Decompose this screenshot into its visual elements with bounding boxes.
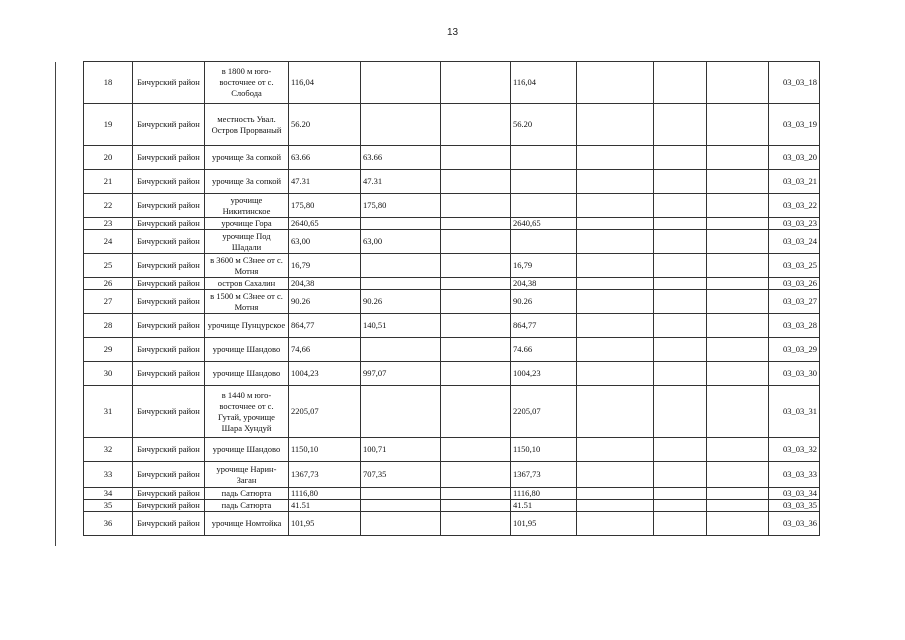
table-cell: 90.26: [361, 290, 441, 314]
table-cell: [654, 362, 707, 386]
table-cell: [441, 104, 511, 146]
table-cell: [361, 488, 441, 500]
table-cell: [577, 362, 654, 386]
table-cell: 74,66: [289, 338, 361, 362]
table-row: [84, 62, 820, 104]
table-row: [84, 338, 820, 362]
table-cell: [511, 170, 577, 194]
table-cell: 63.66: [361, 146, 441, 170]
table-row: [84, 278, 820, 290]
table-cell: [441, 500, 511, 512]
table-cell: 63.66: [289, 146, 361, 170]
table-cell: 997,07: [361, 362, 441, 386]
table-cell: 27: [84, 290, 133, 314]
table-cell: 707,35: [361, 462, 441, 488]
table-cell: [654, 512, 707, 536]
table-cell: урочище Шандово: [205, 438, 289, 462]
table-cell: 1367,73: [289, 462, 361, 488]
table-cell: 47.31: [289, 170, 361, 194]
table-cell: [441, 254, 511, 278]
table-cell: [577, 290, 654, 314]
table-cell: 63,00: [289, 230, 361, 254]
table-cell: 03_03_24: [769, 230, 820, 254]
table-cell: [577, 386, 654, 438]
table-cell: Бичурский район: [133, 230, 205, 254]
table-cell: Бичурский район: [133, 62, 205, 104]
table-cell: [441, 338, 511, 362]
table-cell: 116,04: [289, 62, 361, 104]
table-cell: 25: [84, 254, 133, 278]
table-cell: в 1800 м юго-восточнее от с. Слобода: [205, 62, 289, 104]
table-cell: [361, 218, 441, 230]
table-cell: 34: [84, 488, 133, 500]
table-cell: 03_03_33: [769, 462, 820, 488]
table-cell: [441, 488, 511, 500]
table-cell: [441, 278, 511, 290]
table-cell: 30: [84, 362, 133, 386]
table-row: [84, 386, 820, 438]
table-cell: 90.26: [289, 290, 361, 314]
table-cell: 23: [84, 218, 133, 230]
table-cell: Бичурский район: [133, 512, 205, 536]
table-cell: 864,77: [511, 314, 577, 338]
table-cell: 29: [84, 338, 133, 362]
table-cell: 56.20: [289, 104, 361, 146]
table-cell: Бичурский район: [133, 314, 205, 338]
table-cell: [361, 278, 441, 290]
table-cell: 03_03_29: [769, 338, 820, 362]
table-cell: [441, 462, 511, 488]
table-cell: [654, 386, 707, 438]
table-cell: Бичурский район: [133, 386, 205, 438]
table-cell: [654, 488, 707, 500]
table-row: [84, 500, 820, 512]
table-cell: [707, 230, 769, 254]
table-cell: [511, 230, 577, 254]
table-cell: 03_03_30: [769, 362, 820, 386]
table-cell: [577, 488, 654, 500]
table-cell: [441, 218, 511, 230]
table-cell: 1004,23: [289, 362, 361, 386]
table-row: [84, 230, 820, 254]
table-cell: [441, 386, 511, 438]
table-cell: [707, 254, 769, 278]
table-cell: 864,77: [289, 314, 361, 338]
table-cell: 56.20: [511, 104, 577, 146]
table-cell: 24: [84, 230, 133, 254]
table-cell: [577, 62, 654, 104]
table-cell: [441, 146, 511, 170]
table-cell: 175,80: [361, 194, 441, 218]
table-cell: 116,04: [511, 62, 577, 104]
table-cell: Бичурский район: [133, 170, 205, 194]
table-cell: [361, 386, 441, 438]
table-cell: 03_03_34: [769, 488, 820, 500]
table-row: [84, 314, 820, 338]
table-cell: 03_03_32: [769, 438, 820, 462]
table-cell: Бичурский район: [133, 194, 205, 218]
table-row: [84, 254, 820, 278]
table-cell: 03_03_20: [769, 146, 820, 170]
table-cell: 175,80: [289, 194, 361, 218]
table-cell: 1367,73: [511, 462, 577, 488]
table-cell: 22: [84, 194, 133, 218]
table-cell: Бичурский район: [133, 146, 205, 170]
table-cell: 03_03_22: [769, 194, 820, 218]
table-cell: [577, 170, 654, 194]
table-cell: 100,71: [361, 438, 441, 462]
table-cell: 03_03_36: [769, 512, 820, 536]
table-cell: 03_03_28: [769, 314, 820, 338]
table-cell: [707, 218, 769, 230]
table-cell: [441, 290, 511, 314]
table-cell: [441, 62, 511, 104]
table-cell: [577, 218, 654, 230]
table-cell: [441, 170, 511, 194]
table-cell: 18: [84, 62, 133, 104]
table-cell: урочище Нарин-Заган: [205, 462, 289, 488]
table-cell: [707, 314, 769, 338]
table-cell: 2205,07: [511, 386, 577, 438]
table-cell: 101,95: [289, 512, 361, 536]
table-cell: 03_03_18: [769, 62, 820, 104]
table-cell: урочище Номтойка: [205, 512, 289, 536]
table-row: [84, 104, 820, 146]
table-cell: [577, 104, 654, 146]
table-cell: Бичурский район: [133, 438, 205, 462]
table-cell: 03_03_31: [769, 386, 820, 438]
table-cell: урочище Гора: [205, 218, 289, 230]
table-cell: [654, 500, 707, 512]
table-cell: урочище Шандово: [205, 362, 289, 386]
table-cell: 16,79: [289, 254, 361, 278]
table-cell: [441, 314, 511, 338]
table-body: [84, 62, 820, 536]
table-cell: 20: [84, 146, 133, 170]
table-cell: Бичурский район: [133, 290, 205, 314]
table-row: [84, 290, 820, 314]
table-row: [84, 462, 820, 488]
table-cell: урочище Шандово: [205, 338, 289, 362]
table-cell: Бичурский район: [133, 338, 205, 362]
table-cell: [577, 254, 654, 278]
table-cell: урочище За сопкой: [205, 170, 289, 194]
table-cell: [707, 104, 769, 146]
table-cell: [441, 362, 511, 386]
table-cell: Бичурский район: [133, 218, 205, 230]
table-cell: 26: [84, 278, 133, 290]
table-cell: 41.51: [289, 500, 361, 512]
table-cell: [361, 254, 441, 278]
table-cell: [654, 338, 707, 362]
table-cell: 19: [84, 104, 133, 146]
table-cell: [707, 500, 769, 512]
table-cell: 1116,80: [289, 488, 361, 500]
table-cell: урочище Под Шадали: [205, 230, 289, 254]
table-cell: Бичурский район: [133, 462, 205, 488]
table-cell: 03_03_19: [769, 104, 820, 146]
table-cell: [707, 438, 769, 462]
table-cell: [577, 512, 654, 536]
table-cell: [577, 500, 654, 512]
table-cell: 35: [84, 500, 133, 512]
table-cell: [654, 218, 707, 230]
table-cell: [707, 278, 769, 290]
table-cell: 21: [84, 170, 133, 194]
table-cell: в 1440 м юго-восточнее от с. Гутай, урочище Шара Хундуй: [205, 386, 289, 438]
table-cell: 63,00: [361, 230, 441, 254]
table-cell: 1004,23: [511, 362, 577, 386]
table-cell: [577, 278, 654, 290]
table-cell: [577, 314, 654, 338]
table-cell: местность Увал. Остров Прорваный: [205, 104, 289, 146]
table-cell: [654, 254, 707, 278]
table-cell: [654, 194, 707, 218]
table-cell: [654, 438, 707, 462]
table-cell: остров Сахалин: [205, 278, 289, 290]
table-cell: 2205,07: [289, 386, 361, 438]
table-row: [84, 170, 820, 194]
table-cell: [577, 438, 654, 462]
table-cell: 03_03_21: [769, 170, 820, 194]
land-parcels-table: [83, 61, 820, 536]
table-row: [84, 488, 820, 500]
table-cell: Бичурский район: [133, 278, 205, 290]
table-row: [84, 218, 820, 230]
table-cell: в 1500 м СЗнее от с. Мотня: [205, 290, 289, 314]
table-cell: [577, 338, 654, 362]
table-cell: 47.31: [361, 170, 441, 194]
table-cell: 204,38: [511, 278, 577, 290]
table-cell: [707, 488, 769, 500]
table-cell: урочище За сопкой: [205, 146, 289, 170]
table-cell: [707, 338, 769, 362]
table-cell: [577, 462, 654, 488]
margin-line: [55, 62, 56, 546]
table-cell: [707, 362, 769, 386]
table-cell: [707, 512, 769, 536]
table-row: [84, 512, 820, 536]
table-cell: [361, 338, 441, 362]
table-cell: [361, 500, 441, 512]
table-cell: [511, 194, 577, 218]
table-cell: Бичурский район: [133, 362, 205, 386]
table-cell: [361, 104, 441, 146]
table-cell: урочище Никитинское: [205, 194, 289, 218]
page-number: 13: [446, 27, 459, 38]
table-cell: 2640,65: [289, 218, 361, 230]
table-cell: [654, 462, 707, 488]
table-cell: 03_03_35: [769, 500, 820, 512]
table-cell: Бичурский район: [133, 104, 205, 146]
table-cell: [654, 314, 707, 338]
table-cell: 74.66: [511, 338, 577, 362]
table-cell: 03_03_27: [769, 290, 820, 314]
table-cell: 36: [84, 512, 133, 536]
table-cell: Бичурский район: [133, 488, 205, 500]
table-cell: урочище Пунцурское: [205, 314, 289, 338]
table-row: [84, 362, 820, 386]
table-cell: [707, 170, 769, 194]
table-cell: [654, 278, 707, 290]
table-cell: [577, 194, 654, 218]
table-cell: 140,51: [361, 314, 441, 338]
table-cell: 32: [84, 438, 133, 462]
table-cell: 1150,10: [511, 438, 577, 462]
table-cell: [577, 146, 654, 170]
table-cell: 1116,80: [511, 488, 577, 500]
table-cell: 28: [84, 314, 133, 338]
table-cell: [654, 62, 707, 104]
table-cell: [654, 170, 707, 194]
table-cell: [707, 62, 769, 104]
table-cell: [707, 386, 769, 438]
table-cell: [654, 146, 707, 170]
table-cell: в 3600 м СЗнее от с. Мотня: [205, 254, 289, 278]
table-cell: [441, 438, 511, 462]
table-cell: [361, 512, 441, 536]
table-cell: [511, 146, 577, 170]
table-cell: [577, 230, 654, 254]
table-cell: [654, 290, 707, 314]
table-row: [84, 146, 820, 170]
table-cell: [707, 462, 769, 488]
table-cell: 204,38: [289, 278, 361, 290]
table-cell: 03_03_25: [769, 254, 820, 278]
table-cell: 90.26: [511, 290, 577, 314]
table-cell: [654, 230, 707, 254]
table-cell: 41.51: [511, 500, 577, 512]
table-cell: [707, 146, 769, 170]
table-cell: [441, 512, 511, 536]
table-cell: [654, 104, 707, 146]
table-row: [84, 438, 820, 462]
table-cell: [707, 194, 769, 218]
table-cell: 16,79: [511, 254, 577, 278]
table-cell: [707, 290, 769, 314]
table-cell: 31: [84, 386, 133, 438]
table-cell: Бичурский район: [133, 254, 205, 278]
table-cell: падь Сатюрта: [205, 500, 289, 512]
table-row: [84, 194, 820, 218]
table-cell: 33: [84, 462, 133, 488]
table-cell: [441, 194, 511, 218]
table-cell: [361, 62, 441, 104]
table-cell: 03_03_26: [769, 278, 820, 290]
table-cell: 2640,65: [511, 218, 577, 230]
table-cell: падь Сатюрта: [205, 488, 289, 500]
table-cell: 03_03_23: [769, 218, 820, 230]
table-cell: 101,95: [511, 512, 577, 536]
table-cell: [441, 230, 511, 254]
table-cell: 1150,10: [289, 438, 361, 462]
table-cell: Бичурский район: [133, 500, 205, 512]
